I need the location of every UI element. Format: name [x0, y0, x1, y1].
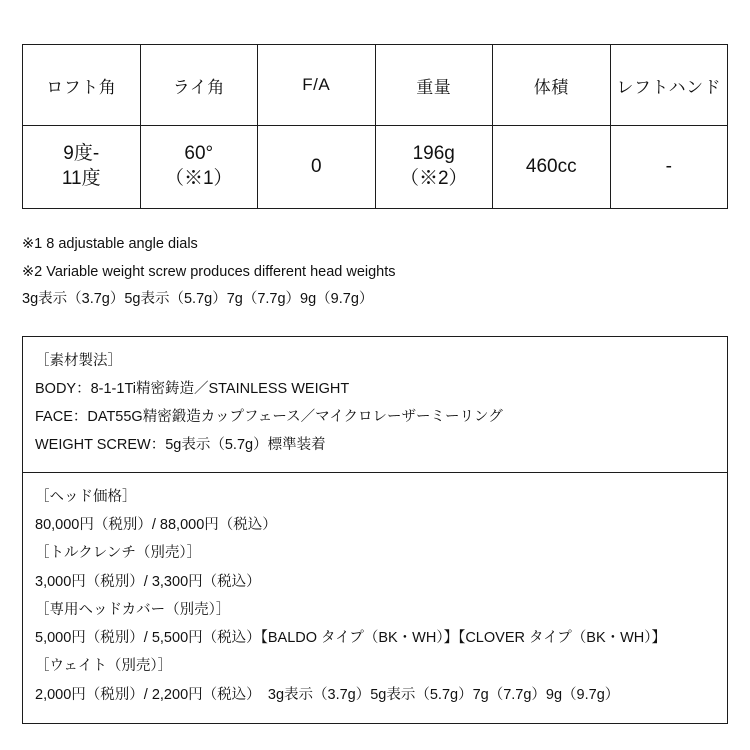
- cell-fa: [258, 126, 376, 209]
- price-head-cover-value: 5,000円（税別）/ 5,500円（税込）【BALDO タイプ（BK・WH）】【CLOVER タイプ（BK・WH）】: [35, 630, 667, 647]
- table-header-row: [23, 45, 728, 126]
- price-weight-title: ［ウェイト（別売）］: [35, 658, 173, 675]
- cell-lie-angle: [140, 126, 258, 209]
- footnote-3: 3g表示（3.7g）5g表示（5.7g）7g（7.7g）9g（9.7g）: [22, 291, 374, 308]
- header-loft-angle: ロフト角: [23, 45, 141, 126]
- price-torque-wrench-title: ［トルクレンチ（別売）］: [35, 545, 202, 562]
- material-face-line: FACE：DAT55G精密鍛造カップフェース／マイクロレーザーミーリング: [35, 409, 503, 426]
- cell-weight-line2: （※2）: [399, 168, 468, 189]
- material-body-line: BODY：8-1-1Ti精密鋳造／STAINLESS WEIGHT: [35, 380, 350, 397]
- material-box-title: ［素材製法］: [35, 352, 122, 369]
- material-construction-box: [22, 336, 728, 473]
- header-fa: F/A: [258, 45, 376, 126]
- cell-lie-angle-line2: （※1）: [164, 168, 233, 189]
- header-weight: 重量: [375, 45, 493, 126]
- cell-volume: [493, 126, 611, 209]
- price-head-cover-title: ［専用ヘッドカバー（別売）］: [35, 601, 231, 618]
- header-lie-angle: ライ角: [140, 45, 258, 126]
- price-head-value: 80,000円（税別）/ 88,000円（税込）: [35, 516, 277, 533]
- cell-loft-angle-line2: 11度: [61, 168, 101, 189]
- footnotes: [22, 231, 728, 314]
- footnote-1: ※1 8 adjustable angle dials: [22, 236, 198, 252]
- specification-table: [22, 44, 728, 209]
- price-box: [22, 473, 728, 724]
- price-head-title: ［ヘッド価格］: [35, 488, 137, 505]
- cell-left-hand: [610, 126, 728, 209]
- footnote-2: ※2 Variable weight screw produces different head weights: [22, 263, 396, 280]
- cell-weight-line1: 196g: [412, 143, 455, 165]
- cell-fa-line1: 0: [310, 155, 322, 177]
- spec-table-header: [23, 45, 728, 126]
- cell-loft-angle: [23, 126, 141, 209]
- material-weight-screw-line: WEIGHT SCREW：5g表示（5.7g）標準装着: [35, 437, 326, 454]
- cell-weight: [375, 126, 493, 209]
- spec-table-body: [23, 126, 728, 209]
- price-weight-value: 2,000円（税別）/ 2,200円（税込） 3g表示（3.7g）5g表示（5.7g）7g（7.7g）9g（9.7g）: [35, 686, 620, 703]
- table-row: [23, 126, 728, 209]
- cell-loft-angle-line1: 9度-: [63, 143, 100, 165]
- header-volume: 体積: [493, 45, 611, 126]
- cell-lie-angle-line1: 60°: [184, 143, 214, 165]
- price-torque-wrench-value: 3,000円（税別）/ 3,300円（税込）: [35, 573, 261, 590]
- cell-volume-line1: 460cc: [525, 155, 577, 177]
- cell-left-hand-line1: -: [665, 155, 672, 177]
- header-left-hand: レフトハンド: [610, 45, 728, 126]
